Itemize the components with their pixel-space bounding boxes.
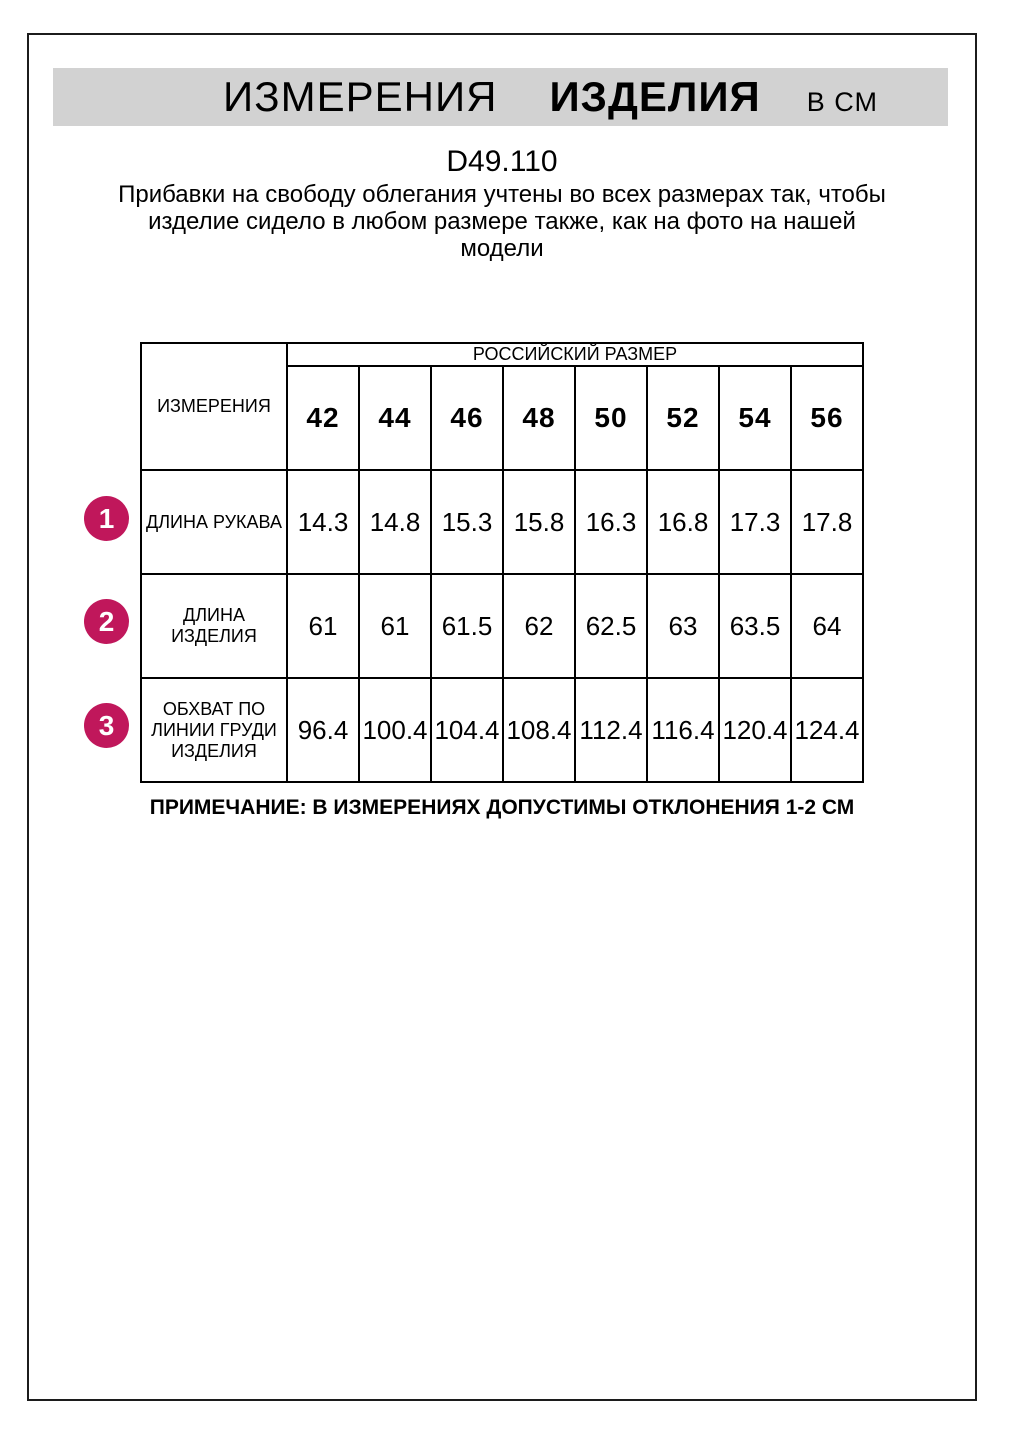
value-cell: 120.4 (719, 678, 791, 782)
value-cell: 96.4 (287, 678, 359, 782)
russian-size-header: РОССИЙСКИЙ РАЗМЕР (287, 343, 863, 366)
value-cell: 62 (503, 574, 575, 678)
size-col-header-56: 56 (791, 366, 863, 470)
header-units-label: В СМ (806, 87, 878, 117)
value-cell: 116.4 (647, 678, 719, 782)
header-bar (53, 68, 948, 126)
size-col-header-42: 42 (287, 366, 359, 470)
table-row-sleeve-length (141, 470, 863, 574)
size-col-header-54: 54 (719, 366, 791, 470)
table-row (141, 343, 863, 366)
description-line-3: модели (460, 235, 544, 262)
value-cell: 64 (791, 574, 863, 678)
row-label-garment-length: ДЛИНА ИЗДЕЛИЯ (141, 574, 287, 678)
size-col-header-48: 48 (503, 366, 575, 470)
header-title-measurements: ИЗМЕРЕНИЯ (223, 73, 498, 120)
row-marker-3: 3 (84, 703, 129, 748)
size-table (140, 342, 864, 783)
value-cell: 14.3 (287, 470, 359, 574)
value-cell: 100.4 (359, 678, 431, 782)
value-cell: 124.4 (791, 678, 863, 782)
product-description (27, 181, 977, 262)
header-title-product: ИЗДЕЛИЯ (549, 73, 761, 120)
value-cell: 63.5 (719, 574, 791, 678)
size-col-header-52: 52 (647, 366, 719, 470)
value-cell: 61.5 (431, 574, 503, 678)
note-text: ПРИМЕЧАНИЕ: В ИЗМЕРЕНИЯХ ДОПУСТИМЫ ОТКЛОНЕНИЯ 1-2 СМ (149, 796, 855, 819)
row-label-sleeve-length: ДЛИНА РУКАВА (141, 470, 287, 574)
value-cell: 61 (359, 574, 431, 678)
table-row-garment-length (141, 574, 863, 678)
value-cell: 62.5 (575, 574, 647, 678)
value-cell: 112.4 (575, 678, 647, 782)
value-cell: 15.3 (431, 470, 503, 574)
value-cell: 17.8 (791, 470, 863, 574)
value-cell: 16.3 (575, 470, 647, 574)
row-marker-1: 1 (84, 496, 129, 541)
table-row-chest-girth (141, 678, 863, 782)
value-cell: 15.8 (503, 470, 575, 574)
value-cell: 104.4 (431, 678, 503, 782)
description-line-1: Прибавки на свободу облегания учтены во всех размерах так, чтобы (118, 181, 886, 208)
row-marker-2: 2 (84, 599, 129, 644)
value-cell: 63 (647, 574, 719, 678)
value-cell: 61 (287, 574, 359, 678)
measurements-column-header: ИЗМЕРЕНИЯ (141, 343, 287, 470)
size-col-header-46: 46 (431, 366, 503, 470)
value-cell: 14.8 (359, 470, 431, 574)
value-cell: 108.4 (503, 678, 575, 782)
description-line-2: изделие сидело в любом размере также, как на фото на нашей (148, 208, 856, 235)
size-col-header-50: 50 (575, 366, 647, 470)
size-col-header-44: 44 (359, 366, 431, 470)
product-code: D49.110 (446, 145, 558, 178)
value-cell: 17.3 (719, 470, 791, 574)
row-label-chest-girth: ОБХВАТ ПО ЛИНИИ ГРУДИ ИЗДЕЛИЯ (141, 678, 287, 782)
value-cell: 16.8 (647, 470, 719, 574)
